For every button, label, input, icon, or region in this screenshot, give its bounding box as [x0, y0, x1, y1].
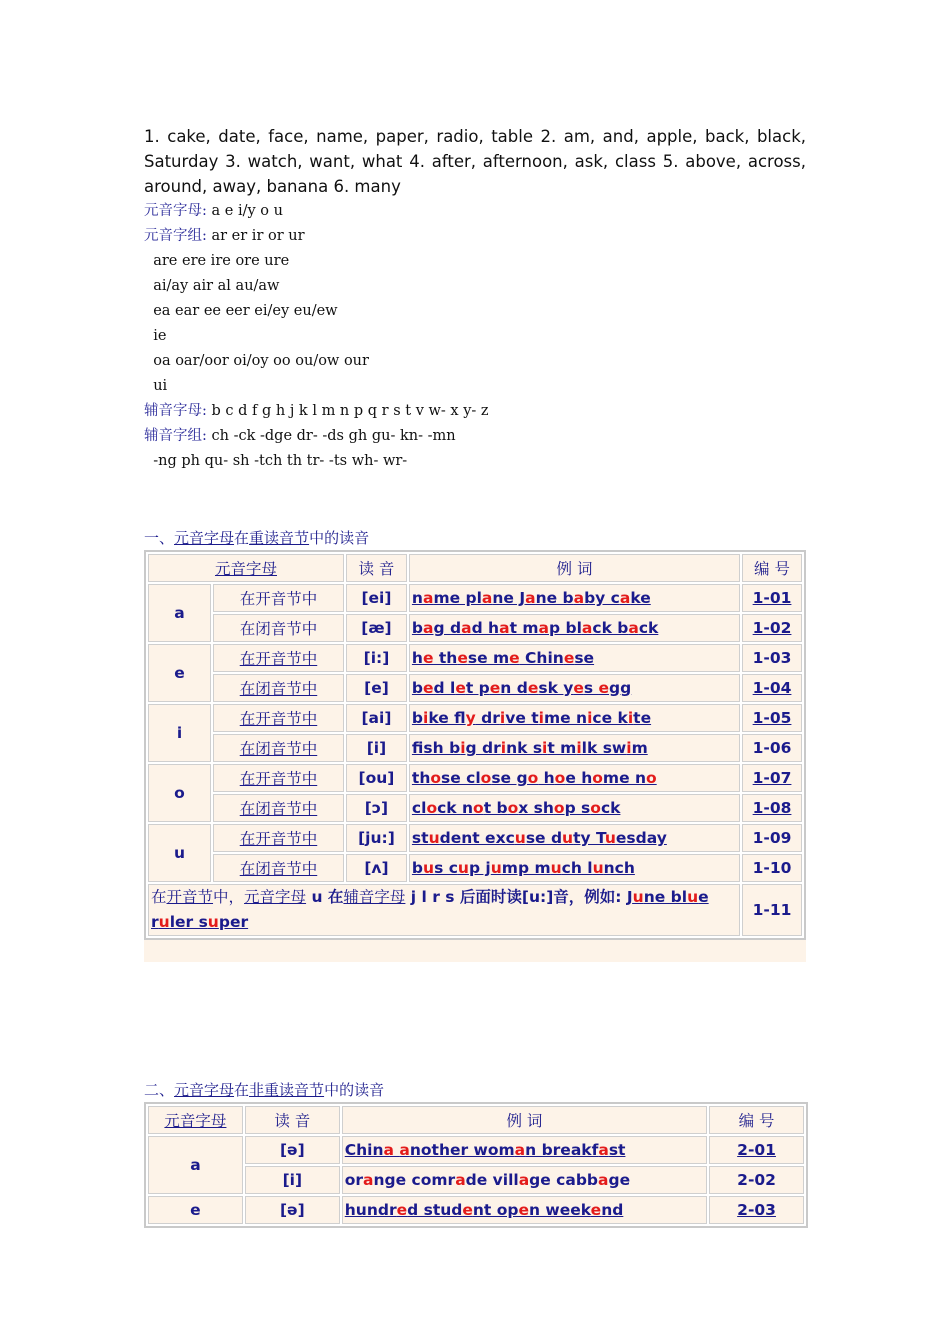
- example-words-link[interactable]: orange comrade village cabbage: [342, 1166, 707, 1194]
- entry-number-link[interactable]: 1-08: [742, 794, 802, 822]
- section2-title-prefix: 二、: [144, 1081, 175, 1099]
- syllable-type-link[interactable]: 在闭音节中: [239, 740, 318, 758]
- section1-title-suffix: 中的读音: [309, 529, 370, 547]
- letter-list-text: ie: [144, 328, 167, 344]
- table-row: [148, 1166, 804, 1194]
- note-text: 在: [151, 888, 167, 906]
- table-row: [148, 764, 802, 792]
- phonetic-cell: [e]: [346, 674, 407, 702]
- table-row: [148, 614, 802, 642]
- letter-list-line: [144, 399, 806, 424]
- table-row: [148, 734, 802, 762]
- letter-list-line: [144, 199, 806, 224]
- note-text: j l r s 后面时读[u:]音，例如:: [405, 888, 627, 906]
- syllable-type-link[interactable]: 在闭音节中: [239, 800, 318, 818]
- letter-list-line: [144, 449, 806, 474]
- phonetic-cell: [i]: [245, 1166, 340, 1194]
- document-page: [144, 124, 806, 1228]
- syllable-type-link[interactable]: 在开音节中: [239, 650, 318, 668]
- example-words-link[interactable]: fsh big drink sit milk swim: [409, 734, 740, 762]
- header-examples-2: 例 词: [342, 1106, 707, 1134]
- syllable-type-cell: [213, 644, 344, 672]
- note-row: [148, 884, 802, 936]
- example-words-link[interactable]: bike fly drive time nice kite: [409, 704, 740, 732]
- phonetic-cell: [ə]: [245, 1136, 340, 1164]
- header-number-2: 编 号: [709, 1106, 804, 1134]
- phonetic-cell: [ʌ]: [346, 854, 407, 882]
- header-vowel-letter-link[interactable]: 元音字母: [214, 560, 277, 578]
- example-words-link[interactable]: name plane Jane baby cake: [409, 584, 740, 612]
- unstressed-syllable-link[interactable]: 非重读音节: [249, 1081, 325, 1099]
- syllable-type-link[interactable]: 在开音节中: [239, 770, 318, 788]
- letter-list-line: [144, 349, 806, 374]
- phonetic-cell: [æ]: [346, 614, 407, 642]
- section2-title: [144, 1078, 806, 1102]
- letter-list-text: ui: [144, 378, 168, 394]
- table-row: [148, 854, 802, 882]
- syllable-type-cell: [213, 614, 344, 642]
- vowel-letter-cell: a: [148, 1136, 243, 1194]
- letter-list-line: [144, 374, 806, 399]
- open-syllable-link[interactable]: 开音节: [166, 888, 214, 906]
- phonetic-cell: [ju:]: [346, 824, 407, 852]
- entry-number-link[interactable]: 2-01: [709, 1136, 804, 1164]
- entry-number-link[interactable]: 1-03: [742, 644, 802, 672]
- letter-list-text: are ere ire ore ure: [144, 253, 290, 269]
- syllable-type-cell: [213, 704, 344, 732]
- syllable-type-link[interactable]: 在开音节中: [239, 830, 318, 848]
- letter-list-text: -ng ph qu- sh -tch th tr- -ts wh- wr-: [144, 453, 408, 469]
- header-pronunciation: 读 音: [346, 554, 407, 582]
- letter-list-label: 元音字组:: [144, 228, 207, 244]
- table-row: [148, 704, 802, 732]
- table-header-row: [148, 554, 802, 582]
- example-words-link[interactable]: bed let pen desk yes egg: [409, 674, 740, 702]
- section1-title-mid: 在: [234, 529, 250, 547]
- table-header-row: [148, 1106, 804, 1134]
- syllable-type-link[interactable]: 在闭音节中: [239, 860, 318, 878]
- example-words-link[interactable]: China another woman breakfast: [342, 1136, 707, 1164]
- table-row: [148, 1196, 804, 1224]
- example-words-link[interactable]: those close go hoe home no: [409, 764, 740, 792]
- letter-list-text: b c d f g h j k l m n p q r s t v w- x y- z: [206, 403, 489, 419]
- note-example-link[interactable]: June blue ruler super: [151, 888, 709, 931]
- section2-title-suffix: 中的读音: [324, 1081, 385, 1099]
- table-row: [148, 794, 802, 822]
- letter-list-label: 元音字母:: [144, 203, 207, 219]
- vowel-letter-cell: a: [148, 584, 211, 642]
- vowel-letter-cell: u: [148, 824, 211, 882]
- example-words-link[interactable]: clock not box shop sock: [409, 794, 740, 822]
- note-cell: [148, 884, 740, 936]
- vowel-letter-link-2[interactable]: 元音字母: [174, 1081, 235, 1099]
- table-row: [148, 644, 802, 672]
- stressed-syllable-link[interactable]: 重读音节: [249, 529, 310, 547]
- syllable-type-link: 在开音节中: [239, 590, 318, 608]
- table-row: [148, 584, 802, 612]
- vowel-letter-link[interactable]: 元音字母: [174, 529, 235, 547]
- stressed-vowel-table: [144, 550, 806, 940]
- letter-list-text: a e i/y o u: [206, 203, 283, 219]
- section1-title-prefix: 一、: [144, 529, 175, 547]
- syllable-type-cell: [213, 734, 344, 762]
- table-footer-strip: [144, 940, 806, 962]
- syllable-type-link[interactable]: 在闭音节中: [239, 680, 318, 698]
- table-row: [148, 1136, 804, 1164]
- entry-number-link[interactable]: 1-09: [742, 824, 802, 852]
- phonetic-cell: [ei]: [346, 584, 407, 612]
- example-words-link[interactable]: bag dad hat map black back: [409, 614, 740, 642]
- entry-number-link[interactable]: 1-10: [742, 854, 802, 882]
- header-examples: 例 词: [409, 554, 740, 582]
- letter-combination-list: [144, 199, 806, 474]
- entry-number-link[interactable]: 1-01: [742, 584, 802, 612]
- header-pronunciation-2: 读 音: [245, 1106, 340, 1134]
- syllable-type-cell: [213, 764, 344, 792]
- phonetic-cell: [i:]: [346, 644, 407, 672]
- syllable-type-cell: [213, 824, 344, 852]
- example-words-link[interactable]: bus cup jump much lunch: [409, 854, 740, 882]
- syllable-type-link: 在闭音节中: [239, 620, 318, 638]
- vowel-letter-cell: o: [148, 764, 211, 822]
- phonetic-cell: [ɔ]: [346, 794, 407, 822]
- vowel-letter-cell: i: [148, 704, 211, 762]
- entry-number-link[interactable]: 2-02: [709, 1166, 804, 1194]
- header-vowel-letter-link-2[interactable]: 元音字母: [164, 1112, 227, 1130]
- entry-number-link[interactable]: 1-02: [742, 614, 802, 642]
- syllable-type-cell: [213, 854, 344, 882]
- entry-number: 1-11: [742, 884, 802, 936]
- letter-list-line: [144, 224, 806, 249]
- entry-number-link[interactable]: 2-03: [709, 1196, 804, 1224]
- syllable-type-link[interactable]: 在开音节中: [239, 710, 318, 728]
- table-row: [148, 674, 802, 702]
- section2-title-mid: 在: [234, 1081, 250, 1099]
- vowel-letter-cell: e: [148, 644, 211, 702]
- note-text: 中，: [213, 888, 245, 906]
- letter-list-text: ar er ir or ur: [206, 228, 305, 244]
- letter-list-line: [144, 324, 806, 349]
- syllable-type-cell: [213, 794, 344, 822]
- section1-title: [144, 526, 806, 550]
- letter-list-label: 辅音字组:: [144, 428, 207, 444]
- letter-list-line: [144, 249, 806, 274]
- vowel-letter-cell: e: [148, 1196, 243, 1224]
- syllable-type-cell: [213, 674, 344, 702]
- letter-list-label: 辅音字母:: [144, 403, 207, 419]
- letter-list-text: ea ear ee eer ei/ey eu/ew: [144, 303, 338, 319]
- letter-list-text: ch -ck -dge dr- -ds gh gu- kn- -mn: [206, 428, 456, 444]
- syllable-type-cell: [213, 584, 344, 612]
- letter-list-text: ai/ay air al au/aw: [144, 278, 280, 294]
- example-words-link[interactable]: student excuse duty Tuesday: [409, 824, 740, 852]
- consonant-letter-link[interactable]: 辅音字母: [343, 888, 406, 906]
- entry-number-link[interactable]: 1-05: [742, 704, 802, 732]
- word-list-intro: 1. cake, date, face, name, paper, radio, table 2. am, and, apple, back, black, Saturday 3. watch, want, what 4. after, afternoon, ask, class 5. above, across, around, away, banana 6. many: [144, 127, 806, 196]
- letter-list-text: oa oar/oor oi/oy oo ou/ow our: [144, 353, 369, 369]
- example-words-link[interactable]: hundred student open weekend: [342, 1196, 707, 1224]
- vowel-letter-link-note[interactable]: 元音字母: [244, 888, 307, 906]
- phonetic-cell: [i]: [346, 734, 407, 762]
- phonetic-cell: [ai]: [346, 704, 407, 732]
- entry-number-link[interactable]: 1-07: [742, 764, 802, 792]
- phonetic-cell: [ə]: [245, 1196, 340, 1224]
- letter-list-line: [144, 424, 806, 449]
- example-words-link[interactable]: he these me Chinese: [409, 644, 740, 672]
- entry-number-link[interactable]: 1-04: [742, 674, 802, 702]
- phonetic-cell: [ou]: [346, 764, 407, 792]
- unstressed-vowel-table: [144, 1102, 808, 1228]
- table-row: [148, 824, 802, 852]
- letter-list-line: [144, 299, 806, 324]
- entry-number-link[interactable]: 1-06: [742, 734, 802, 762]
- letter-list-line: [144, 274, 806, 299]
- note-text: u 在: [306, 888, 344, 906]
- header-number: 编 号: [742, 554, 802, 582]
